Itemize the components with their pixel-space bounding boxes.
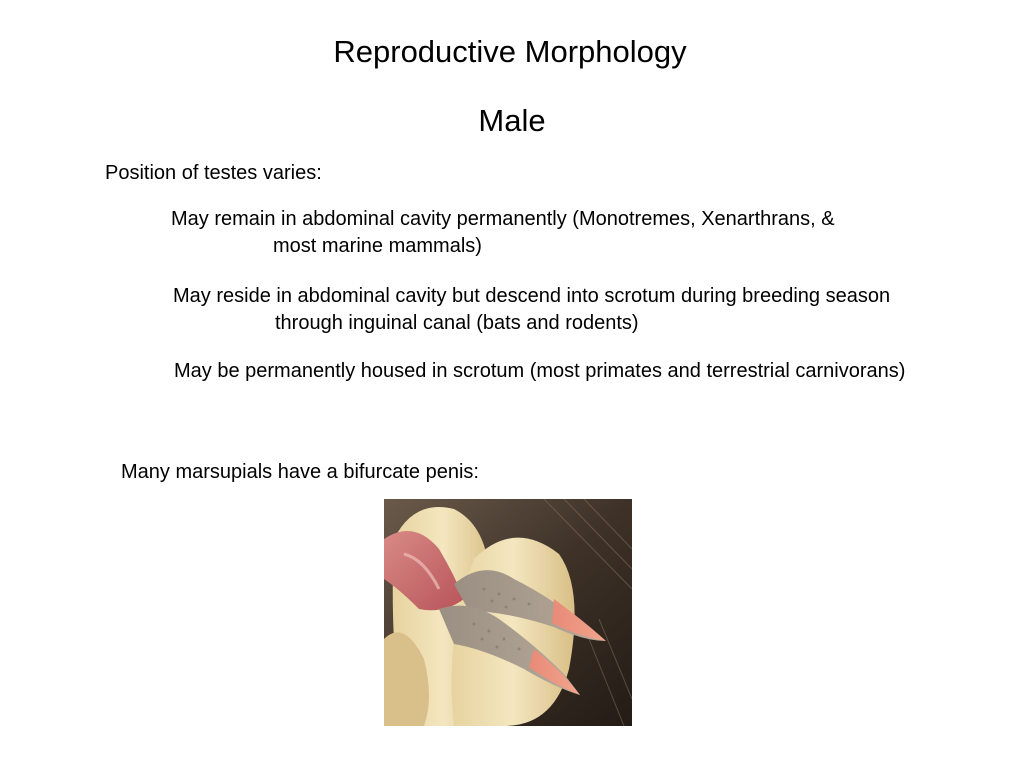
testes-point-3-line-1: May be permanently housed in scrotum (most primates and terrestrial carnivorans) (174, 360, 906, 382)
marsupials-heading: Many marsupials have a bifurcate penis: (121, 461, 479, 483)
slide-subtitle: Male (478, 103, 546, 138)
testes-point-2-line-1: May reside in abdominal cavity but descend into scrotum during breeding season (173, 285, 891, 307)
testes-point-2-line-2: through inguinal canal (bats and rodents) (275, 312, 639, 334)
slide-title: Reproductive Morphology (333, 34, 687, 69)
bifurcate-penis-photo (384, 499, 632, 726)
testes-point-1-line-1: May remain in abdominal cavity permanently (Monotremes, Xenarthrans, & (171, 208, 835, 230)
testes-point-1-line-2: most marine mammals) (273, 235, 482, 257)
testes-heading: Position of testes varies: (105, 162, 322, 184)
